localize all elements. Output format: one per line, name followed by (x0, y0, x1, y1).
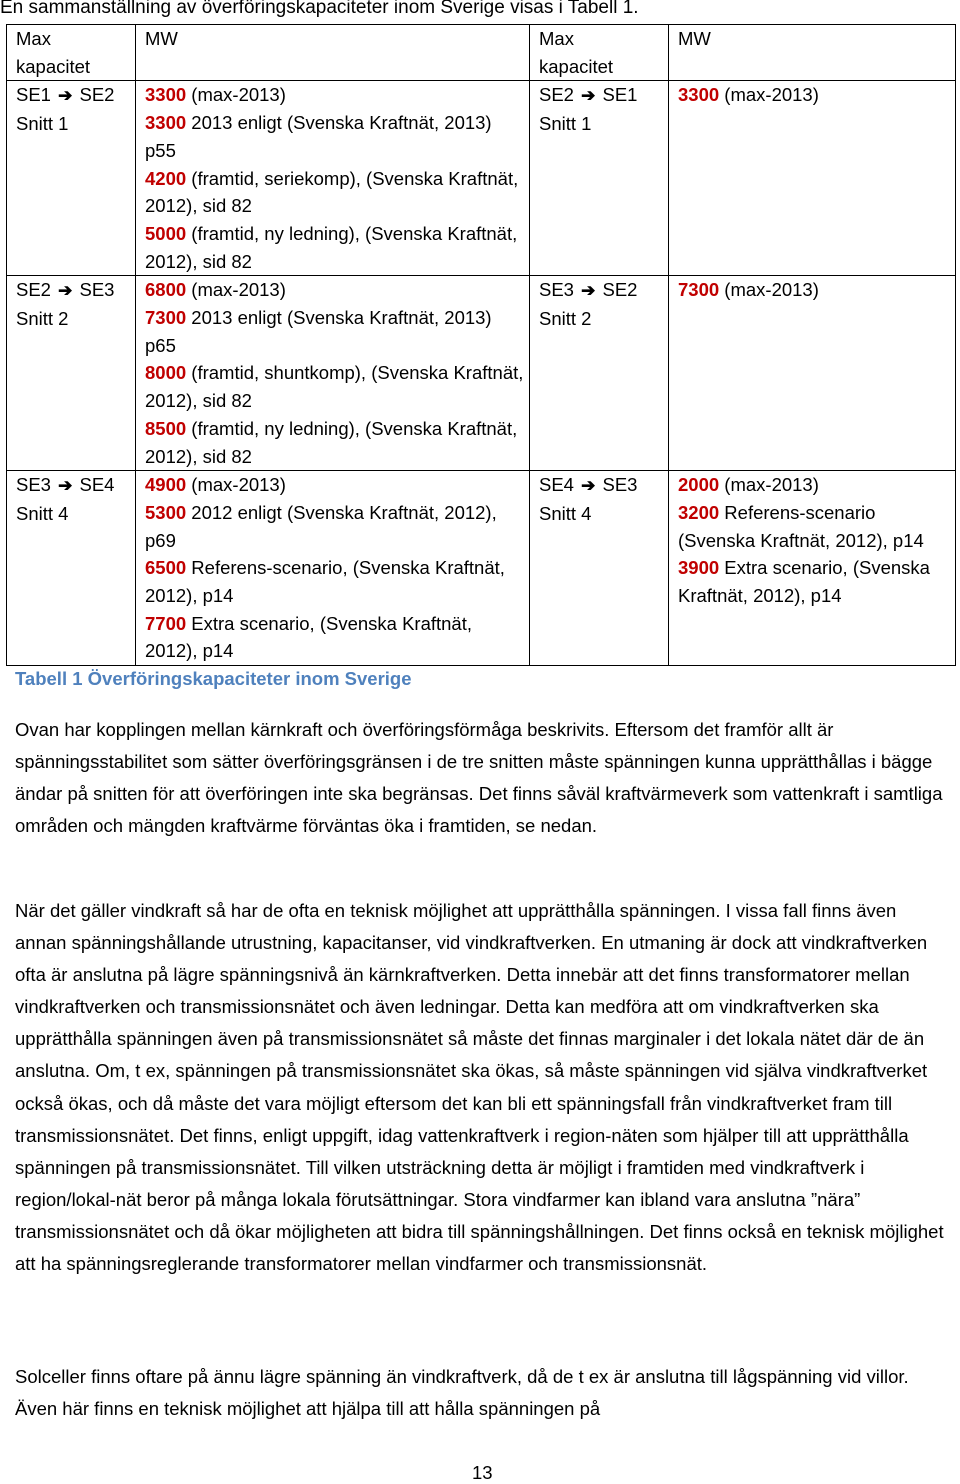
header-text: Max (539, 28, 574, 49)
capacity-description: (max-2013) (186, 84, 286, 106)
area-to: SE1 (602, 84, 638, 106)
paragraph-1: Ovan har kopplingen mellan kärnkraft och överföringsförmåga beskrivits. Eftersom det framför allt är spänningsstabilitet som sätter överföringsgränsen i de tre snitten måste spänningen kunna upprätthållas i bägge ändar på snitten för att överföringen inte ska begränsas. Det finns såväl kraftvärmeverk som vattenkraft i samtliga områden och mängden kraftvärme förväntas öka i framtiden, se nedan. (15, 719, 943, 837)
capacity-description: Extra scenario, (Svenska Kraftnät, 2012), p14 (678, 557, 930, 607)
capacity-value: 7300 (678, 279, 720, 301)
area-from: SE3 (16, 474, 51, 496)
capacity-table (6, 24, 956, 666)
capacity-description: (framtid, seriekomp), (Svenska Kraftnät, 2012), sid 82 (145, 167, 519, 217)
left-label-cell (7, 276, 136, 471)
capacity-entry (145, 415, 525, 470)
capacity-value: 3900 (678, 557, 720, 579)
paragraph-3: Solceller finns oftare på ännu lägre spänning än vindkraftverk, då de t ex är anslutna till lågspänning vid villor. Även här finns en teknisk möjlighet att hjälpa till att hålla spänningen på (15, 1366, 909, 1420)
right-values-cell (669, 276, 956, 471)
section-label: Snitt 2 (539, 308, 592, 330)
connection-label (16, 471, 131, 500)
capacity-entry (678, 471, 951, 499)
capacity-entry (145, 499, 525, 554)
section-label: Snitt 2 (16, 308, 69, 330)
connection-label (539, 81, 664, 110)
capacity-value: 3200 (678, 501, 720, 523)
area-to: SE3 (79, 279, 115, 301)
left-values-cell (136, 276, 530, 471)
capacity-description: Referens-scenario (Svenska Kraftnät, 2012), p14 (678, 501, 924, 551)
table-caption: Tabell 1 Överföringskapaciteter inom Sverige (15, 668, 412, 689)
intro-text: En sammanställning av överföringskapaciteter inom Sverige visas i Tabell 1. (0, 0, 639, 18)
capacity-value: 4900 (145, 474, 187, 496)
capacity-description: Referens-scenario, (Svenska Kraftnät, 2012), p14 (145, 557, 505, 607)
capacity-value: 8500 (145, 417, 187, 439)
area-from: SE4 (539, 474, 574, 496)
area-to: SE2 (602, 279, 638, 301)
area-from: SE2 (16, 279, 51, 301)
table-body (7, 81, 956, 666)
connection-label (16, 81, 131, 110)
capacity-entry (145, 359, 525, 414)
area-to: SE4 (79, 474, 115, 496)
capacity-entry (678, 81, 951, 109)
capacity-entry (145, 276, 525, 304)
table-header-row (7, 25, 956, 81)
right-label-cell (530, 81, 669, 276)
header-max-capacity-right (530, 25, 669, 81)
arrow-right-icon: ➔ (581, 476, 596, 496)
arrow-right-icon: ➔ (58, 476, 73, 496)
connection-label (539, 276, 664, 305)
header-mw-left (136, 25, 530, 81)
capacity-entry (678, 499, 951, 554)
paragraph-2: När det gäller vindkraft så har de ofta en teknisk möjlighet att upprätthålla spänningen. I vissa fall finns även annan spänningshållande utrustning, kapacitanser, vid vindkraftverken. En utmaning är dock att vindkraftverken ofta är anslutna på lägre spänningsnivå än kärnkraftverken. Detta innebär att det finns transformatorer mellan vindkraftverken och transmissionsnätet och även ledningar. Detta kan medföra att om vindkraftverken ska upprätthålla spänningen även på transmissionsnätet så måste det finnas marginaler i det lokala nätet där de än anslutna. Om, t ex, spänningen på transmissionsnätet ska ökas, så måste spänningen vid själva vindkraftverket också ökas, och då måste det vara möjligt eftersom det kan bli ett spänningsfall från vindkraftverket fram till transmissionsnätet. Det finns, enligt uppgift, idag vattenkraftverk i region-näten som hjälper till att upprätthålla spänningen på transmissionsnätet. Till vilken utsträckning detta är möjligt i framtiden med vindkraftverk i region/lokal-nät beror på många lokala förutsättningar. Stora vindfarmer kan ibland vara anslutna ”nära” transmissionsnätet och då ökar möjligheten att bidra till spänningshållningen. Det finns också en teknisk möjlighet att ha spänningsreglerande transformatorer mellan vindfarmer och transmissionsnät. (15, 900, 944, 1275)
capacity-description: Extra scenario, (Svenska Kraftnät, 2012), p14 (145, 612, 473, 662)
capacity-value: 6500 (145, 557, 187, 579)
capacity-description: 2013 enligt (Svenska Kraftnät, 2013) p65 (145, 307, 492, 356)
capacity-entry (145, 109, 525, 164)
left-label-cell (7, 81, 136, 276)
capacity-description: 2012 enligt (Svenska Kraftnät, 2012), p69 (145, 501, 497, 551)
header-text: Max (16, 28, 51, 49)
section-label: Snitt 4 (539, 502, 592, 524)
left-label-cell (7, 471, 136, 666)
capacity-description: (framtid, shuntkomp), (Svenska Kraftnät, 2012), sid 82 (145, 362, 524, 412)
arrow-right-icon: ➔ (58, 86, 73, 106)
capacity-description: (max-2013) (186, 279, 286, 301)
connection-label (539, 471, 664, 500)
area-from: SE1 (16, 84, 51, 106)
right-label-cell (530, 471, 669, 666)
capacity-entry (678, 554, 951, 609)
capacity-value: 5300 (145, 501, 187, 523)
right-label-cell (530, 276, 669, 471)
capacity-description: (max-2013) (719, 279, 819, 301)
section-label: Snitt 1 (16, 113, 69, 135)
section-label: Snitt 1 (539, 113, 592, 135)
area-to: SE2 (79, 84, 115, 106)
area-from: SE3 (539, 279, 574, 301)
arrow-right-icon: ➔ (581, 281, 596, 301)
left-values-cell (136, 81, 530, 276)
capacity-value: 3300 (678, 84, 720, 106)
capacity-entry (145, 610, 525, 665)
capacity-value: 4200 (145, 167, 187, 189)
capacity-value: 3300 (145, 84, 187, 106)
capacity-entry (145, 220, 525, 275)
header-max-capacity-left (7, 25, 136, 81)
capacity-value: 2000 (678, 474, 720, 496)
capacity-description: (framtid, ny ledning), (Svenska Kraftnät, 2012), sid 82 (145, 222, 518, 272)
arrow-right-icon: ➔ (58, 281, 73, 301)
page-number: 13 (472, 1462, 493, 1483)
connection-label (16, 276, 131, 305)
header-text: kapacitet (539, 55, 614, 77)
table-row (7, 276, 956, 471)
capacity-description: (max-2013) (186, 474, 286, 496)
capacity-value: 5000 (145, 222, 187, 244)
header-text: MW (145, 28, 178, 49)
table-row (7, 471, 956, 666)
capacity-entry (145, 554, 525, 609)
capacity-value: 7300 (145, 307, 187, 329)
capacity-value: 6800 (145, 279, 187, 301)
capacity-entry (145, 304, 525, 359)
capacity-description: (max-2013) (719, 474, 819, 496)
capacity-entry (145, 165, 525, 220)
capacity-entry (145, 81, 525, 109)
header-mw-right (669, 25, 956, 81)
capacity-description: 2013 enligt (Svenska Kraftnät, 2013) p55 (145, 112, 492, 161)
capacity-entry (145, 471, 525, 499)
capacity-description: (max-2013) (719, 84, 819, 106)
capacity-description: (framtid, ny ledning), (Svenska Kraftnät, 2012), sid 82 (145, 417, 518, 467)
capacity-value: 3300 (145, 112, 187, 134)
header-text: MW (678, 28, 711, 49)
capacity-value: 8000 (145, 362, 187, 384)
table-row (7, 81, 956, 276)
right-values-cell (669, 471, 956, 666)
area-from: SE2 (539, 84, 574, 106)
header-text: kapacitet (16, 55, 91, 77)
section-label: Snitt 4 (16, 502, 69, 524)
right-values-cell (669, 81, 956, 276)
area-to: SE3 (602, 474, 638, 496)
arrow-right-icon: ➔ (581, 86, 596, 106)
left-values-cell (136, 471, 530, 666)
capacity-value: 7700 (145, 612, 187, 634)
capacity-entry (678, 276, 951, 304)
